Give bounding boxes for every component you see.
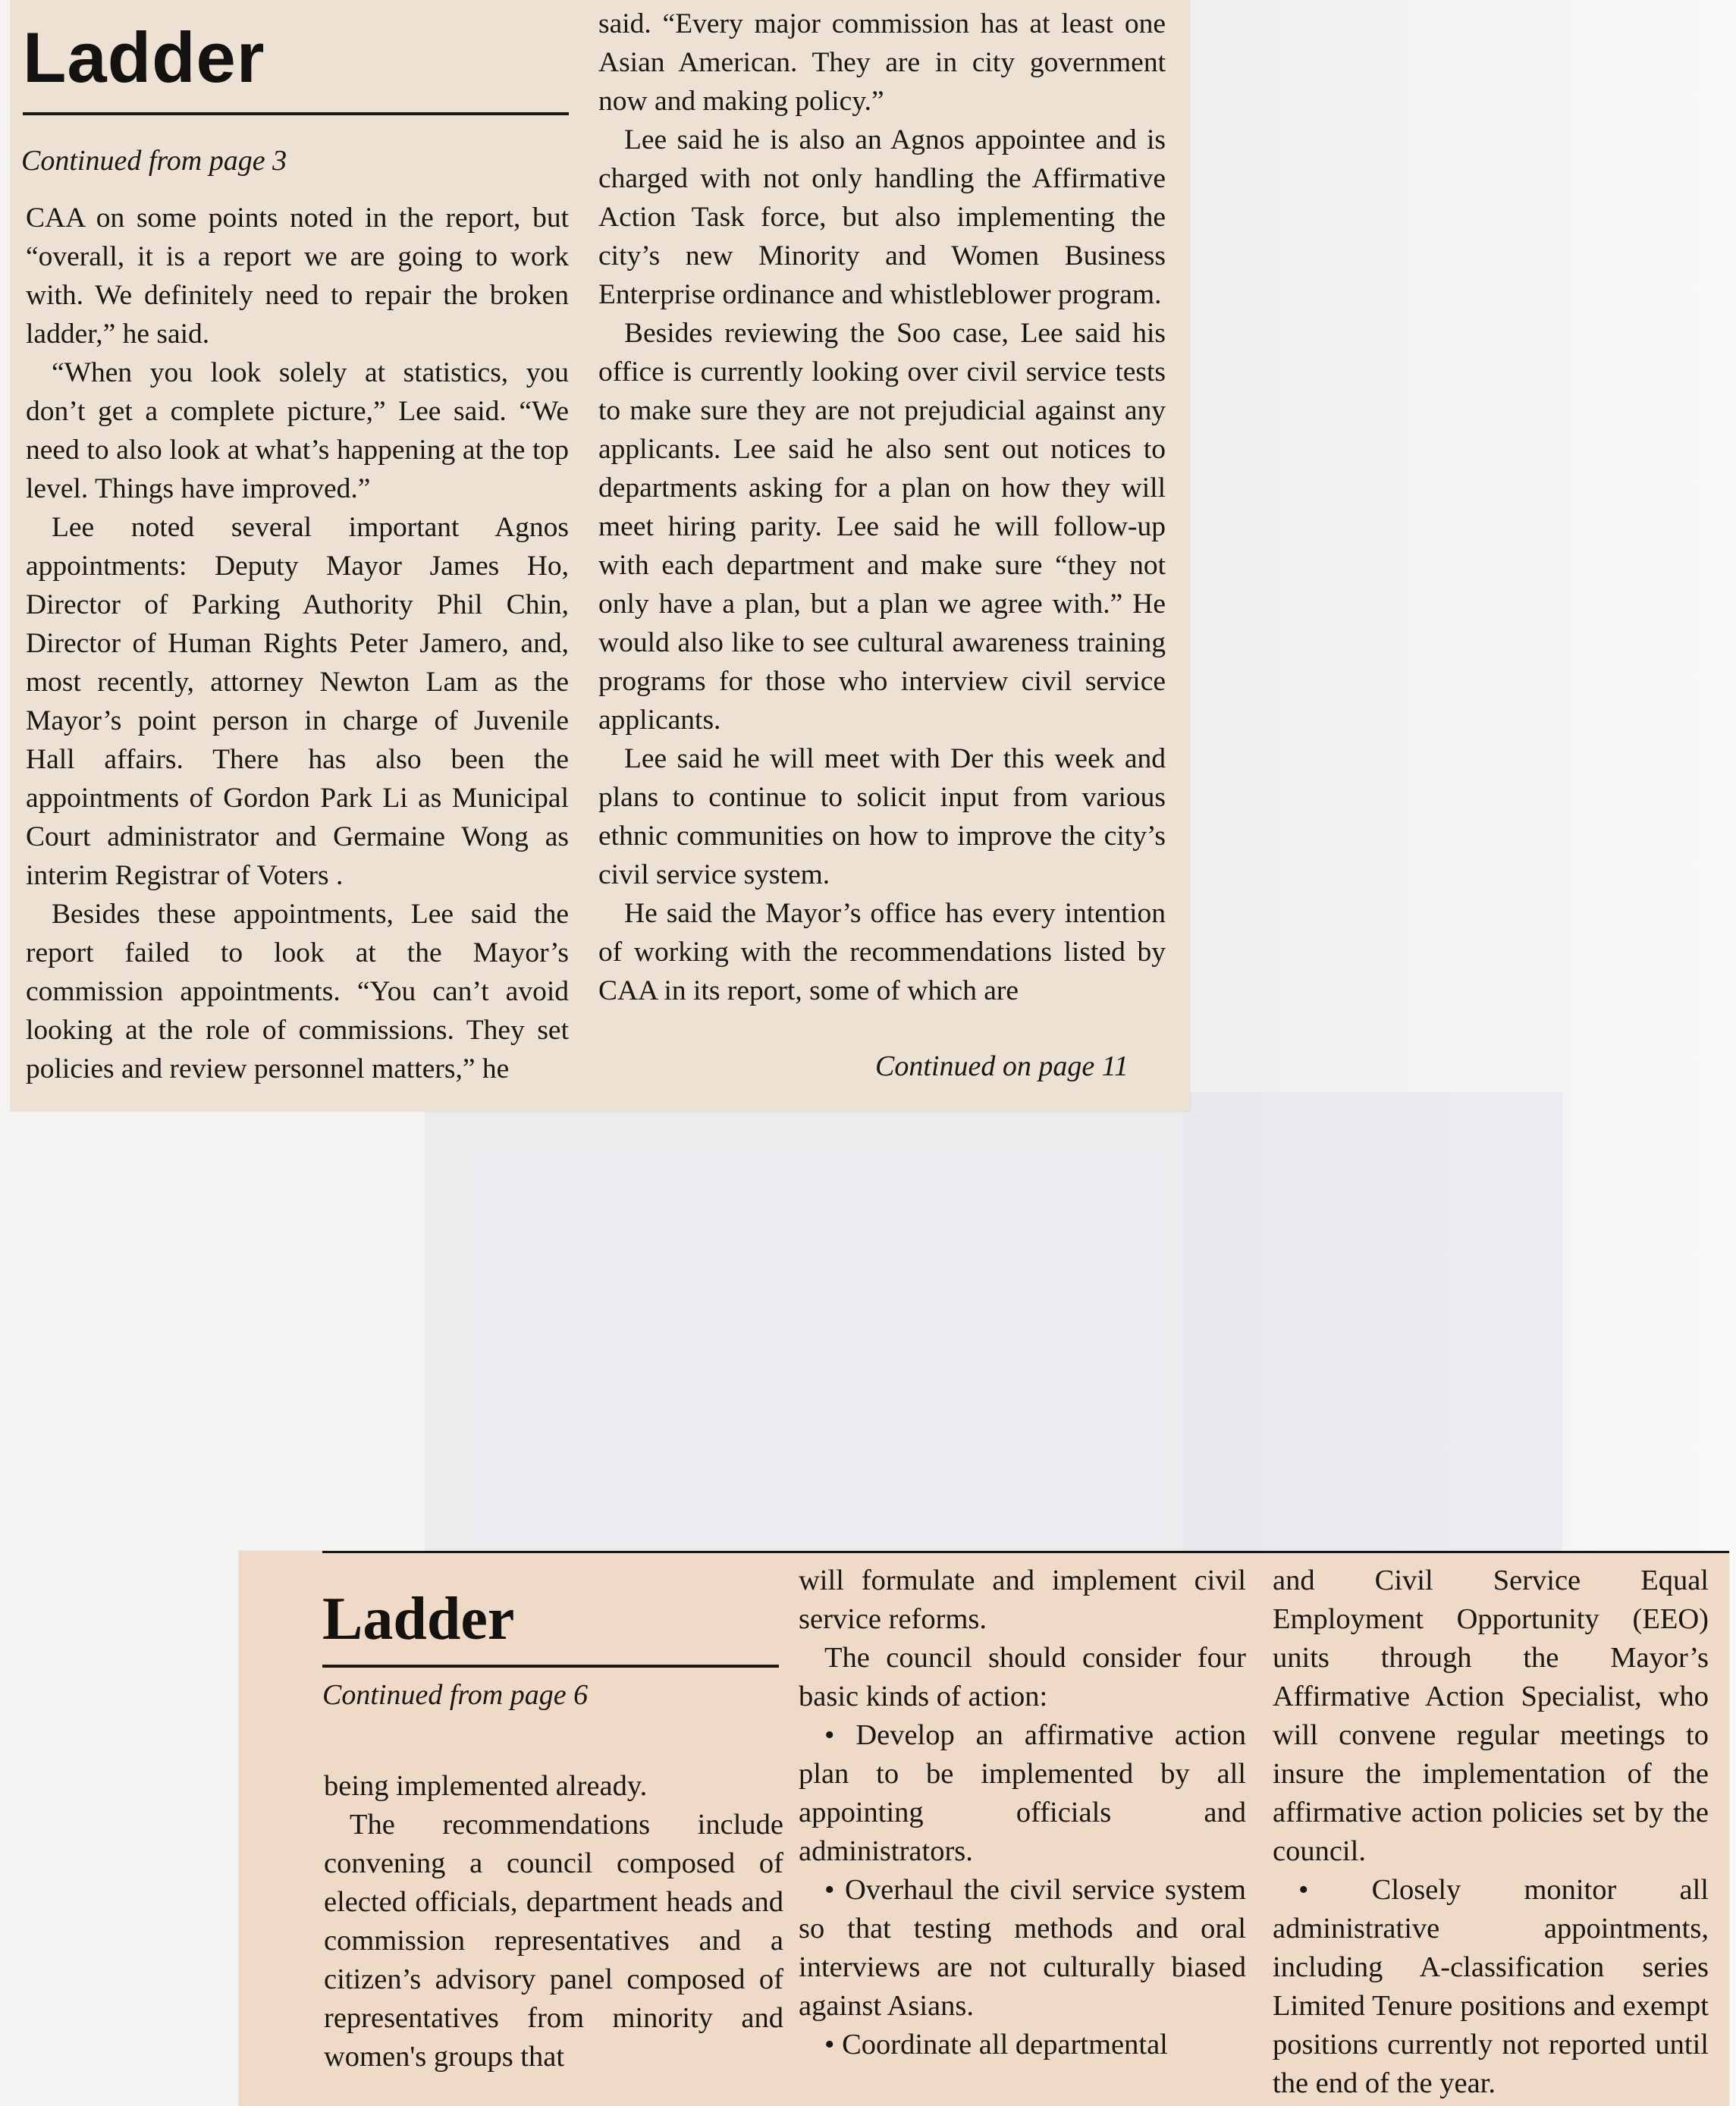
paragraph: Lee said he will meet with Der this week and plans to continue to solicit input from various ethnic communities on how to improve the city’s civil service system. <box>598 743 1166 890</box>
list-item: • Coordinate all departmental <box>824 2029 1168 2060</box>
list-item: • Closely monitor all administrative appointments, including A-classification series Limited Tenure positions and exempt positions currently not reported until the end of the year. <box>1273 1874 1709 2099</box>
paragraph: will formulate and implement civil service reforms. <box>799 1565 1246 1635</box>
bleed-through-background <box>425 1092 1562 1577</box>
article-column-1 <box>324 1767 783 2076</box>
paragraph: and Civil Service Equal Employment Opportunity (EEO) units through the Mayor’s Affirmative Action Specialist, who will convene regular meetings to insure the implementation of the affirmative action policies set by the council. <box>1273 1565 1709 1867</box>
paragraph: The recommendations include convening a council composed of elected officials, department heads and commission representatives and a citizen’s advisory panel composed of representatives from minority and women's groups that <box>324 1809 783 2073</box>
paragraph: “When you look solely at statistics, you don’t get a complete picture,” Lee said. “We need to also look at what’s happening at the top level. Things have improved.” <box>26 357 569 504</box>
bottom-clipping <box>239 1551 1729 2106</box>
paragraph: Besides reviewing the Soo case, Lee said his office is currently looking over civil service tests to make sure they are not prejudicial against any applicants. Lee said he also sent out notices to departments asking for a plan on how they will meet hiring parity. Lee said he will follow-up with each department and make sure “they not only have a plan, but a plan we agree with.” He would also like to see cultural awareness training programs for those who interview civil service applicants. <box>598 318 1166 736</box>
headline: Ladder <box>322 1586 515 1652</box>
article-column-2 <box>598 5 1166 1010</box>
paragraph: The council should consider four basic kinds of action: <box>799 1642 1246 1712</box>
top-border-rule <box>322 1551 1729 1553</box>
headline-rule <box>23 112 569 115</box>
list-item: • Develop an affirmative action plan to be implemented by all appointing officials and administrators. <box>799 1719 1246 1867</box>
paragraph: CAA on some points noted in the report, but “overall, it is a report we are going to work with. We definitely need to repair the broken ladder,” he said. <box>26 202 569 350</box>
paragraph: being implemented already. <box>324 1770 648 1802</box>
article-column-3 <box>1273 1561 1709 2103</box>
paragraph: Besides these appointments, Lee said the report failed to look at the Mayor’s commission appointments. “You can’t avoid looking at the role of commissions. They set policies and review personnel matters,” he <box>26 899 569 1084</box>
paragraph: Lee noted several important Agnos appointments: Deputy Mayor James Ho, Director of Parking Authority Phil Chin, Director of Human Rights Peter Jamero, and, most recently, attorney Newton Lam as the Mayor’s point person in charge of Juvenile Hall affairs. There has also been the appointments of Gordon Park Li as Municipal Court administrator and Germaine Wong as interim Registrar of Voters . <box>26 512 569 891</box>
article-column-1 <box>26 199 569 1088</box>
headline: Ladder <box>23 17 265 97</box>
headline-rule <box>322 1665 779 1668</box>
continued-on-label: Continued on page 11 <box>875 1050 1129 1082</box>
paragraph: said. “Every major commission has at least one Asian American. They are in city government now and making policy.” <box>598 8 1166 117</box>
continued-from-label: Continued from page 6 <box>322 1679 589 1711</box>
top-clipping <box>11 0 1190 1111</box>
continued-from-label: Continued from page 3 <box>21 145 287 177</box>
paragraph: Lee said he is also an Agnos appointee and is charged with not only handling the Affirmative Action Task force, but also implementing the city’s new Minority and Women Business Enterprise ordinance and whistleblower program. <box>598 124 1166 310</box>
paragraph: He said the Mayor’s office has every intention of working with the recommendations listed by CAA in its report, some of which are <box>598 898 1166 1006</box>
list-item: • Overhaul the civil service system so that testing methods and oral interviews are not culturally biased against Asians. <box>799 1874 1246 2022</box>
article-column-2 <box>799 1561 1246 2064</box>
